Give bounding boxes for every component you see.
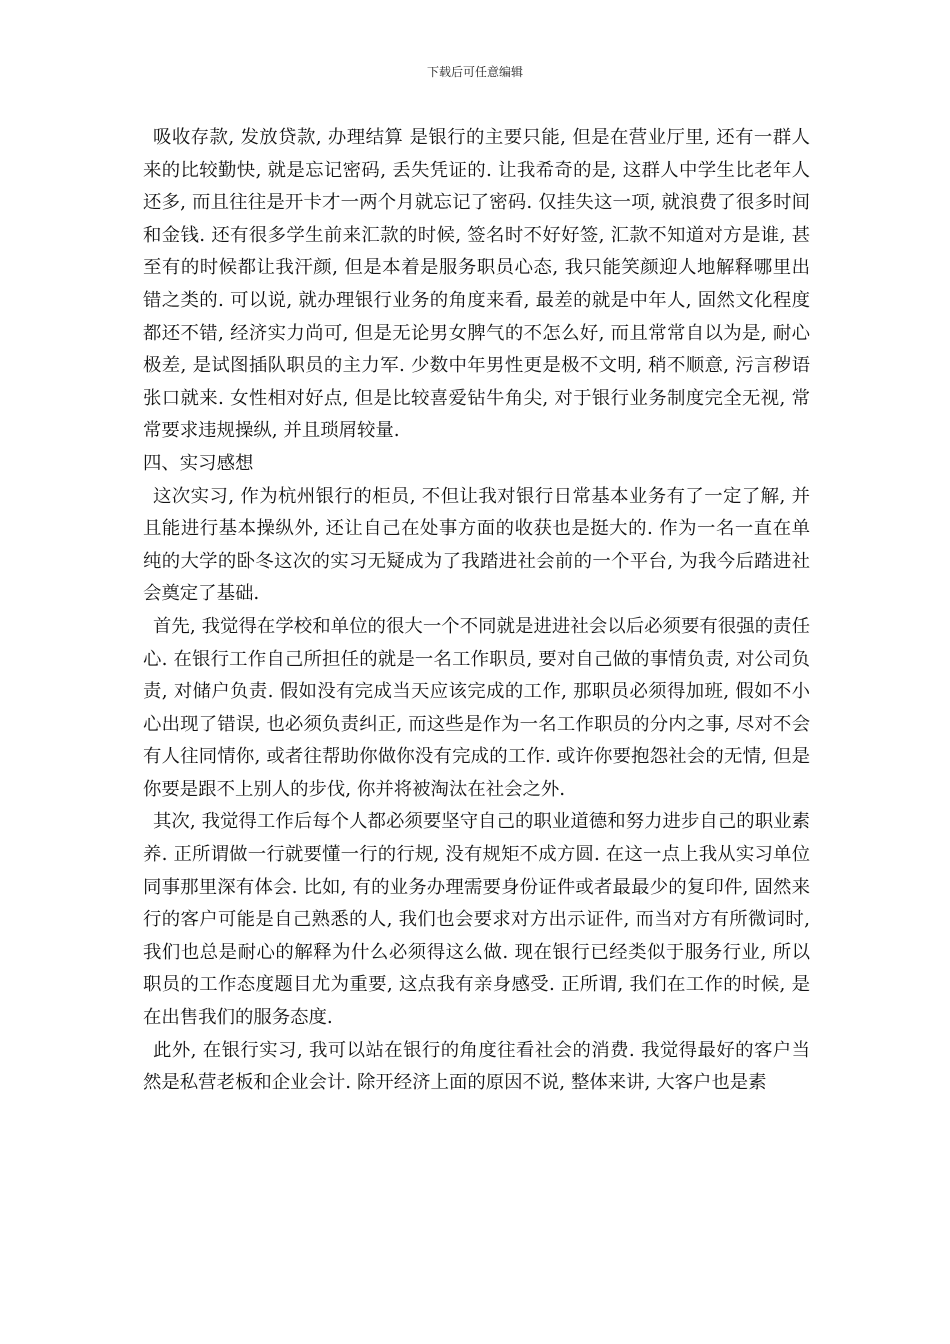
section-heading-internship-thoughts: 四、实习感想: [143, 452, 254, 474]
paragraph-first-responsibility: 首先, 我觉得在学校和单位的很大一个不同就是进进社会以后必须要有很强的责任心. 在银行工作自己所担任的就是一名工作职员, 要对自己做的事情负责, 对公司负责, 对储户负责. 假如没有完成当天应该完成的工作, 那职员必须得加班, 假如不小心出现了错误, 也必须负责纠正, 而这些是作为一名工作职员的分内之事, 尽对不会有人往同情你, 或者往帮助你做你没有完成的工作. 或许你要抱怨社会的无情, 但是你要是跟不上别人的步伐, 你并将被淘汰在社会之外.: [143, 615, 810, 800]
paragraph-this-internship: 这次实习, 作为杭州银行的柜员, 不但让我对银行日常基本业务有了一定了解, 并且能进行基本操纵外, 还让自己在处事方面的收获也是挺大的. 作为一名一直在单纯的大学的卧冬这次的实习无疑成为了我踏进社会前的一个平台, 为我今后踏进社会奠定了基础.: [143, 485, 810, 605]
page-header: 下载后可任意编辑: [426, 65, 523, 79]
document-body: [143, 122, 810, 1100]
paragraph-additionally-clients: 此外, 在银行实习, 我可以站在银行的角度往看社会的消费. 我觉得最好的客户当然是私营老板和企业会计. 除开经济上面的原因不说, 整体来讲, 大客户也是素: [143, 1039, 810, 1094]
paragraph-deposits: 吸收存款, 发放贷款, 办理结算 是银行的主要只能, 但是在营业厅里, 还有一群人来的比较勤快, 就是忘记密码, 丢失凭证的. 让我希奇的是, 这群人中学生比老年人还多, 而且往往是开卡才一两个月就忘记了密码. 仅挂失这一项, 就浪费了很多时间和金钱. 还有很多学生前来汇款的时候, 签名时不好好签, 汇款不知道对方是谁, 甚至有的时候都让我汗颜, 但是本着是服务职员心态, 我只能笑颜迎人地解释哪里出错之类的. 可以说, 就办理银行业务的角度来看, 最差的就是中年人, 固然文化程度都还不错, 经济实力尚可, 但是无论男女脾气的不怎么好, 而且常常自以为是, 耐心极差, 是试图插队职员的主力军. 少数中年男性更是极不文明, 稍不顺意, 污言秽语张口就来. 女性相对好点, 但是比较喜爱钻牛角尖, 对于银行业务制度完全无视, 常常要求违规操纵, 并且琐屑较量.: [143, 127, 810, 442]
paragraph-second-ethics: 其次, 我觉得工作后每个人都必须要坚守自己的职业道德和努力进步自己的职业素养. 正所谓做一行就要懂一行的行规, 没有规矩不成方圆. 在这一点上我从实习单位同事那里深有体会. 比如, 有的业务办理需要身份证件或者最最少的复印件, 固然来行的客户可能是自己熟悉的人, 我们也会要求对方出示证件, 而当对方有所微词时, 我们也总是耐心的解释为什么必须得这么做. 现在银行已经类似于服务行业, 所以职员的工作态度题目尤为重要, 这点我有亲身感受. 正所谓, 我们在工作的时候, 是在出售我们的服务态度.: [143, 811, 810, 1029]
